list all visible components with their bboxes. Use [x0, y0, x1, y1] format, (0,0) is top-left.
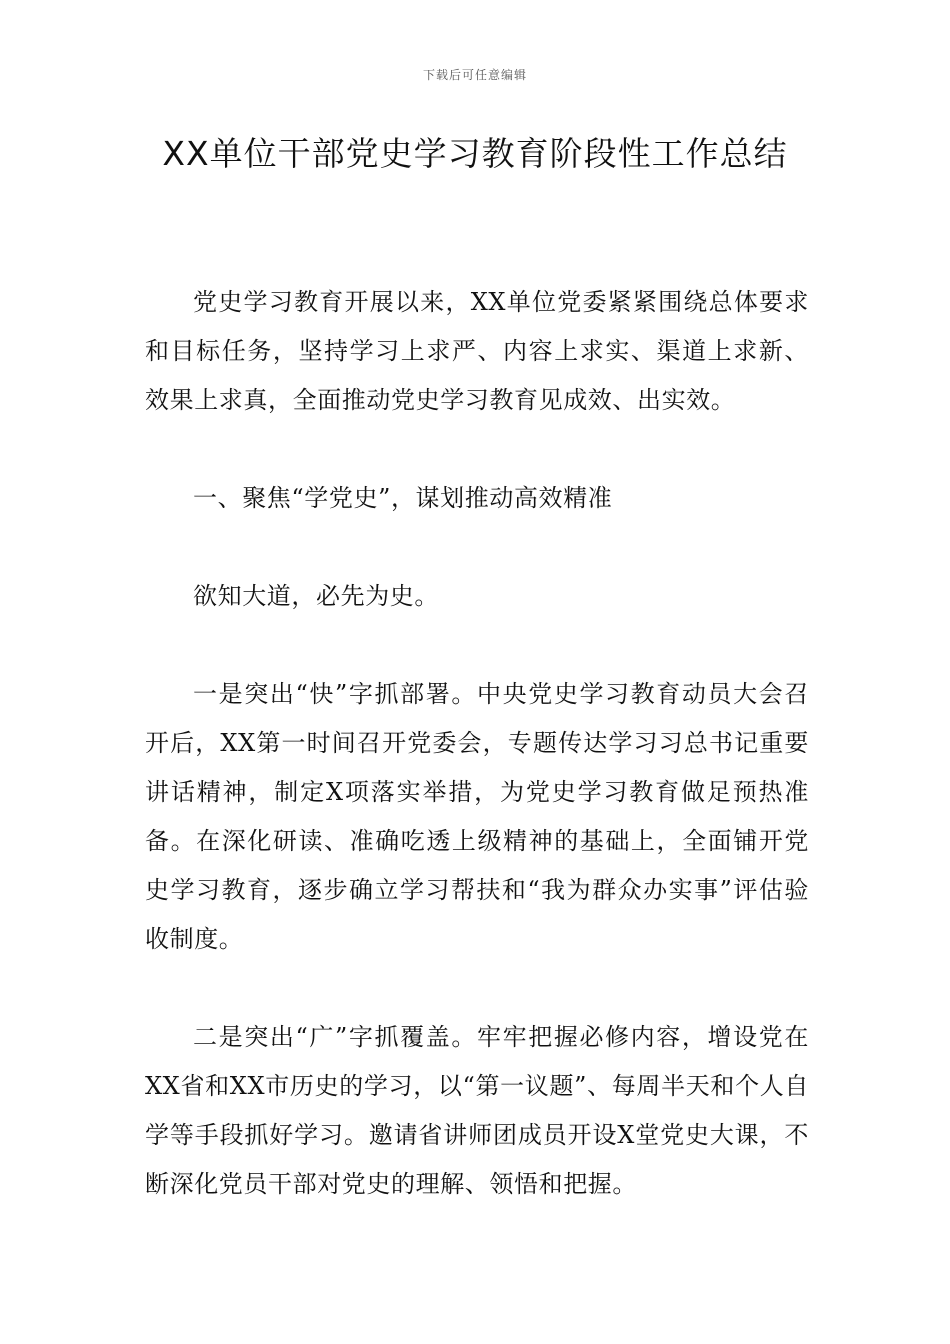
body-paragraph: 欲知大道，必先为史。 — [193, 582, 439, 610]
header-note: 下载后可任意编辑 — [422, 68, 527, 82]
document-title: XX单位干部党史学习教育阶段性工作总结 — [162, 134, 788, 173]
intro-paragraph: 党史学习教育开展以来，XX单位党委紧紧围绕总体要求和目标任务，坚持学习上求严、内容上求实、渠道上求新、效果上求真，全面推动党史学习教育见成效、出实效。 — [145, 288, 809, 414]
section-heading: 一、聚焦“学党史”，谋划推动高效精准 — [193, 484, 613, 512]
body-paragraph: 二是突出“广”字抓覆盖。牢牢把握必修内容，增设党在XX省和XX市历史的学习，以“第一议题”、每周半天和个人自学等手段抓好学习。邀请省讲师团成员开设X堂党史大课，不断深化党员干部对党史的理解、领悟和把握。 — [145, 1023, 809, 1198]
document-body — [145, 278, 809, 1258]
body-paragraph: 一是突出“快”字抓部署。中央党史学习教育动员大会召开后，XX第一时间召开党委会，专题传达学习习总书记重要讲话精神，制定X项落实举措，为党史学习教育做足预热准备。在深化研读、准确吃透上级精神的基础上，全面铺开党史学习教育，逐步确立学习帮扶和“我为群众办实事”评估验收制度。 — [145, 680, 809, 953]
